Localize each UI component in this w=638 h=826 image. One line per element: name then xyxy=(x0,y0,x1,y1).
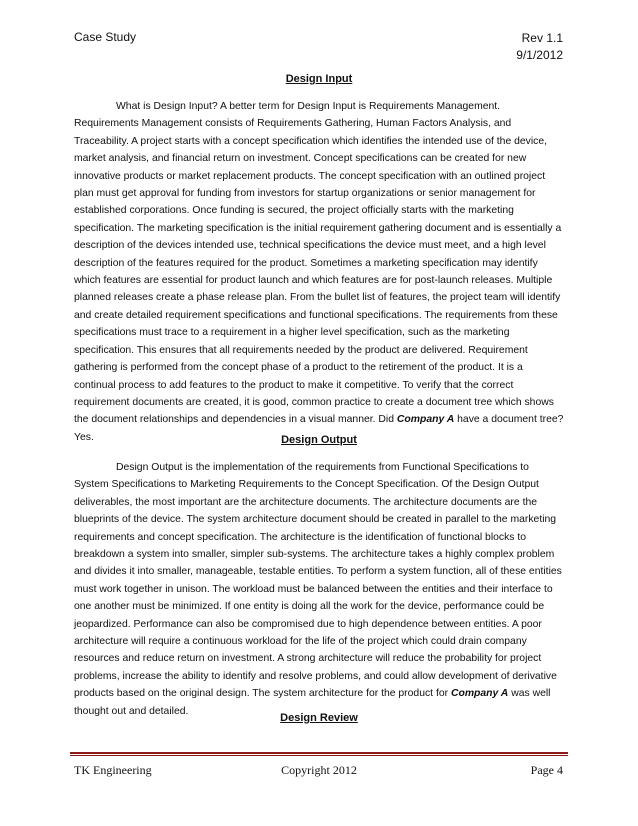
footer-divider xyxy=(70,752,568,754)
design-input-text-end: have a document tree? Yes. xyxy=(74,414,564,443)
header-doc-type: Case Study xyxy=(74,30,137,44)
design-output-text-end: was well thought out and detailed. xyxy=(74,688,551,717)
design-review-heading: Design Review xyxy=(280,712,358,724)
design-output-heading: Design Output xyxy=(281,434,357,446)
header-revision-block xyxy=(516,30,563,64)
design-input-text: What is Design Input? A better term for Design Input is Requirements Management. Requirements Management consists of Requirements Gathering, Human Factors Analysis, and Traceability. A project starts with a concept specification which identifies the intended use of the device, market analysis, and financial return on investment. Concept specifications can be created for new innovative products or market replacement products. The concept specification with an outlined project plan must get approval for funding from investors for startup organizations or senior management for established corporations. Once funding is secured, the project officially starts with the marketing specification. The marketing specification is the initial requirement gathering document and is essentially a description of the devices intended use, technical specifications the device must meet, and a high level description of the features required for the product. Sometimes a marketing specification may identify which features are essential for product launch and which features are for post-launch releases. Multiple planned releases create a phase release plan. From the bullet list of features, the project team will identify and create detailed requirement specifications and functional specifications. The requirements from these specifications must trace to a requirement in a higher level specification, such as the marketing specification. This ensures that all requirements needed by the product are delivered. Requirement gathering is performed from the concept phase of a product to the retirement of the product. It is a continual process to add features to the product to make it competitive. To verify that the correct requirement documents are created, it is good, common practice to create a document tree which shows the document relationships and dependencies in a visual manner. Did xyxy=(74,101,562,426)
footer-page-number: Page 4 xyxy=(530,763,563,777)
footer-company: TK Engineering xyxy=(74,763,152,777)
design-output-paragraph xyxy=(74,459,566,720)
design-output-text: Design Output is the implementation of the requirements from Functional Specifications to System Specifications to Marketing Requirements to the Concept Specification. Of the Design Output deliverables, the most important are the architecture documents. The architecture documents are the blueprints of the device. The system architecture document should be created in parallel to the marketing requirements and concept specification. The architecture is the identification of functional blocks to breakdown a system into smaller, simpler sub-systems. The architecture takes a highly complex problem and divides it into smaller, manageable, testable entities. To perform a system function, all of these entities must work together in unison. The workload must be balanced between the entities and their interface to one another must be minimized. If one entity is doing all the work for the device, performance could be jeopardized. Performance can also be compromised due to high dependence between entities. A poor architecture will require a continuous workload for the life of the project which could drain company resources and reduce return on investment. A strong architecture will reduce the probability for project problems, increase the ability to identify and resolve problems, and could allow development of derivative products based on the original design. The system architecture for the product for xyxy=(74,462,562,700)
footer-copyright: Copyright 2012 xyxy=(281,763,357,777)
design-input-heading: Design Input xyxy=(285,73,353,85)
company-name: Company A xyxy=(450,688,509,700)
design-input-paragraph xyxy=(74,98,566,446)
header-date: 9/1/2012 xyxy=(516,48,563,62)
header-revision: Rev 1.1 xyxy=(521,31,563,45)
footer-divider-thin xyxy=(70,755,568,756)
company-name: Company A xyxy=(396,414,455,426)
